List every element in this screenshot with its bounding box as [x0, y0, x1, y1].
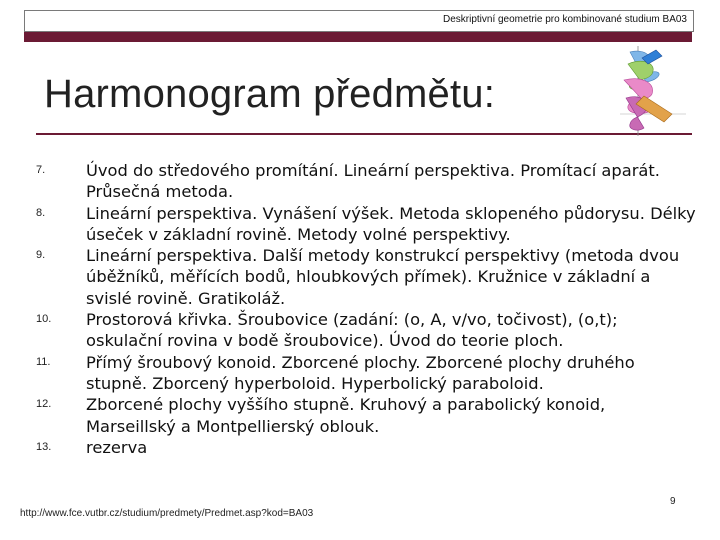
item-text: rezerva — [86, 437, 148, 457]
item-number: 12. — [36, 398, 52, 411]
header-accent-strip — [24, 32, 692, 42]
item-number: 10. — [36, 313, 52, 326]
item-number: 8. — [36, 206, 46, 219]
page-number: 9 — [670, 496, 676, 507]
item-number: 13. — [36, 440, 52, 453]
list-item — [36, 394, 696, 437]
item-text: Prostorová křivka. Šroubovice (zadání: (o, A, v/vo, točivost), (o,t); oskulační rovina v bodě šroubovice). Úvod do teorie ploch. — [86, 310, 618, 351]
agenda-list — [36, 160, 696, 458]
header-bar — [24, 10, 694, 32]
item-text: Přímý šroubový konoid. Zborcené plochy. Zborcené plochy druhého stupně. Zborcený hyperboloid. Hyperbolický paraboloid. — [86, 352, 635, 393]
course-title: Deskriptivní geometrie pro kombinované studium BA03 — [442, 14, 687, 25]
item-text: Úvod do středového promítání. Lineární perspektiva. Promítací aparát. Průsečná metoda. — [86, 161, 660, 202]
list-item — [36, 352, 696, 395]
item-number: 9. — [36, 249, 46, 262]
item-number: 11. — [36, 355, 51, 368]
list-item — [36, 437, 696, 458]
helicoid-surface-icon — [616, 44, 696, 140]
list-item — [36, 245, 696, 309]
list-item — [36, 203, 696, 246]
item-text: Lineární perspektiva. Vynášení výšek. Metoda sklopeného půdorysu. Délky úseček v základní rovině. Metody volné perspektivy. — [86, 203, 696, 244]
item-text: Zborcené plochy vyššího stupně. Kruhový a parabolický konoid, Marseillský a Montpellierský oblouk. — [86, 395, 606, 436]
slide-title: Harmonogram předmětu: — [44, 72, 496, 116]
list-item — [36, 160, 696, 203]
list-item — [36, 309, 696, 352]
item-text: Lineární perspektiva. Další metody konstrukcí perspektivy (metoda dvou úběžníků, měřících bodů, hloubkových přímek). Kružnice v základní a svislé rovině. Gratikoláž. — [86, 246, 680, 308]
footer-url-link[interactable]: http://www.fce.vutbr.cz/studium/predmety/Predmet.asp?kod=BA03 — [20, 508, 314, 519]
title-divider — [36, 133, 692, 135]
item-number: 7. — [36, 164, 46, 176]
